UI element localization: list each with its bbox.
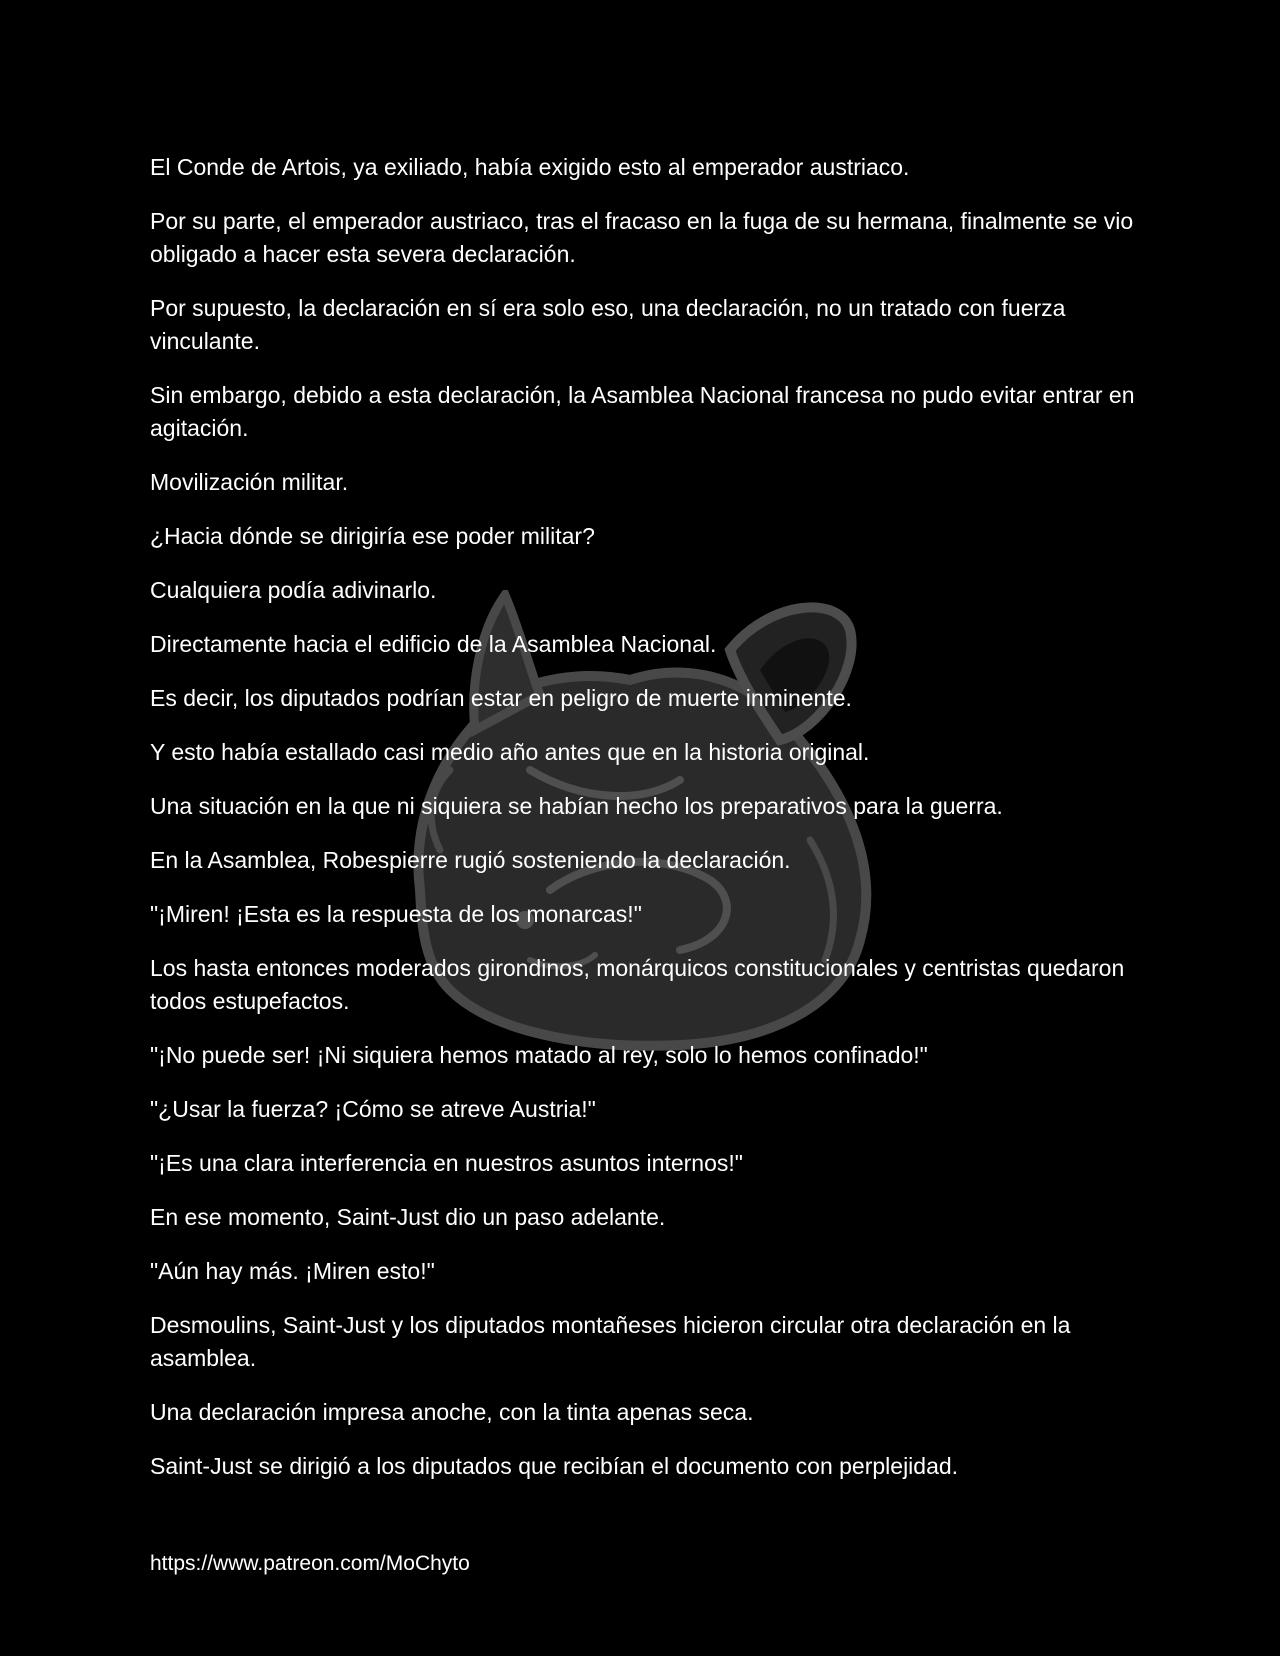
paragraph: "¡Es una clara interferencia en nuestros asuntos internos!"	[150, 1150, 743, 1176]
paragraph: Los hasta entonces moderados girondinos, monárquicos constitucionales y centristas quedaron todos estupefactos.	[150, 955, 1125, 1014]
paragraph: En ese momento, Saint-Just dio un paso adelante.	[150, 1204, 666, 1230]
paragraph: Desmoulins, Saint-Just y los diputados montañeses hicieron circular otra declaración en la asamblea.	[150, 1312, 1071, 1371]
paragraph: "Aún hay más. ¡Miren esto!"	[150, 1258, 435, 1284]
paragraph: Movilización militar.	[150, 469, 349, 495]
paragraph: "¡Miren! ¡Esta es la respuesta de los monarcas!"	[150, 901, 642, 927]
paragraph: Por su parte, el emperador austriaco, tras el fracaso en la fuga de su hermana, finalmente se vio obligado a hacer esta severa declaración.	[150, 208, 1134, 267]
paragraph: Por supuesto, la declaración en sí era solo eso, una declaración, no un tratado con fuerza vinculante.	[150, 295, 1066, 354]
paragraph: Una declaración impresa anoche, con la tinta apenas seca.	[150, 1399, 754, 1425]
paragraph: Una situación en la que ni siquiera se habían hecho los preparativos para la guerra.	[150, 793, 1003, 819]
paragraph: En la Asamblea, Robespierre rugió sosteniendo la declaración.	[150, 847, 791, 873]
patreon-link[interactable]: https://www.patreon.com/MoChyto	[150, 1552, 470, 1575]
paragraph: Cualquiera podía adivinarlo.	[150, 577, 437, 603]
paragraph: Saint-Just se dirigió a los diputados que recibían el documento con perplejidad.	[150, 1453, 959, 1479]
paragraph: Y esto había estallado casi medio año antes que en la historia original.	[150, 739, 870, 765]
paragraph: ¿Hacia dónde se dirigiría ese poder militar?	[150, 523, 595, 549]
paragraph: "¡No puede ser! ¡Ni siquiera hemos matado al rey, solo lo hemos confinado!"	[150, 1042, 928, 1068]
paragraph: Directamente hacia el edificio de la Asamblea Nacional.	[150, 631, 717, 657]
paragraph: El Conde de Artois, ya exiliado, había exigido esto al emperador austriaco.	[150, 154, 910, 180]
chapter-text	[150, 151, 1140, 1504]
paragraph: Es decir, los diputados podrían estar en peligro de muerte inminente.	[150, 685, 852, 711]
paragraph: "¿Usar la fuerza? ¡Cómo se atreve Austria!"	[150, 1096, 596, 1122]
paragraph: Sin embargo, debido a esta declaración, la Asamblea Nacional francesa no pudo evitar entrar en agitación.	[150, 382, 1135, 441]
